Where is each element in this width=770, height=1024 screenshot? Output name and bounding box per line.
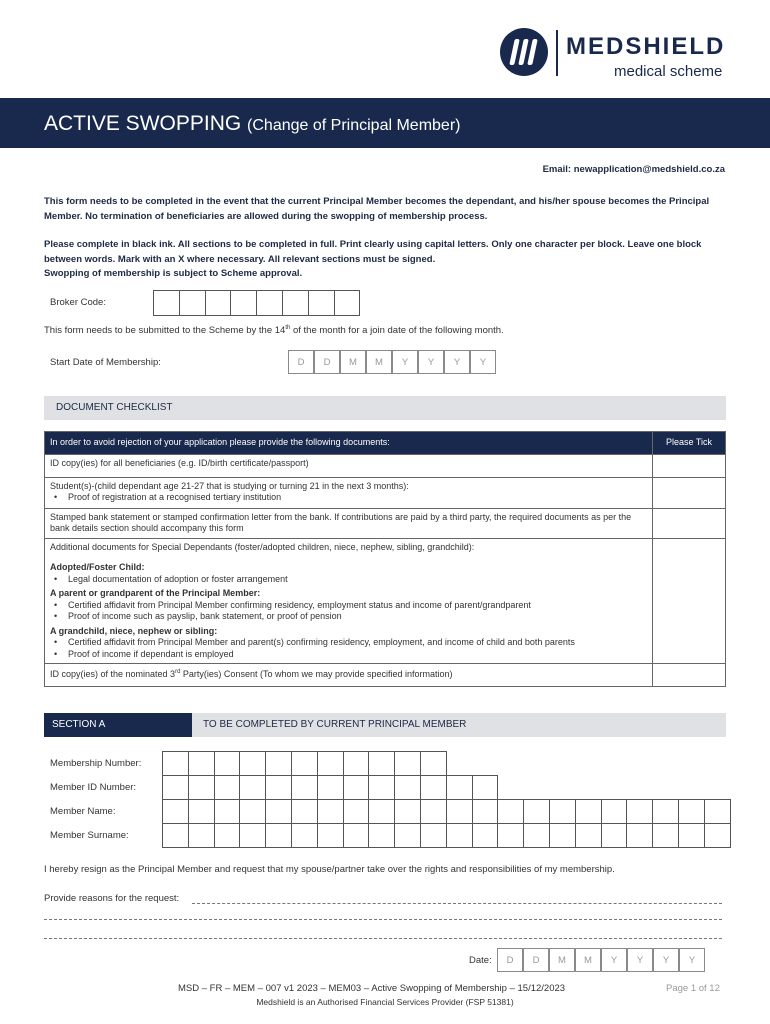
- logo-divider: [556, 30, 558, 76]
- tick-box[interactable]: [653, 454, 726, 477]
- character-block[interactable]: [214, 823, 241, 848]
- document-checklist-table: [44, 431, 726, 687]
- character-block[interactable]: [265, 799, 292, 824]
- character-block[interactable]: [188, 799, 215, 824]
- checklist-item: ID copy(ies) for all beneficiaries (e.g. ID/birth certificate/passport): [45, 454, 653, 477]
- character-block[interactable]: [334, 290, 361, 316]
- reasons-line-3[interactable]: [44, 938, 722, 939]
- tick-box[interactable]: [653, 477, 726, 508]
- character-block[interactable]: [420, 751, 447, 776]
- character-block[interactable]: [601, 823, 628, 848]
- character-block[interactable]: [239, 751, 266, 776]
- character-block[interactable]: [317, 823, 344, 848]
- character-block[interactable]: [162, 751, 189, 776]
- character-block[interactable]: [179, 290, 206, 316]
- character-block[interactable]: [626, 799, 653, 824]
- approval-note: Swopping of membership is subject to Scheme approval.: [44, 268, 303, 279]
- character-block[interactable]: [265, 775, 292, 800]
- date-block[interactable]: M: [575, 948, 601, 972]
- reasons-line-2[interactable]: [44, 919, 722, 920]
- date-block[interactable]: Y: [392, 350, 418, 374]
- page-title-main: ACTIVE SWOPPING: [44, 112, 242, 135]
- start-date-label: Start Date of Membership:: [50, 357, 161, 368]
- tick-box[interactable]: [653, 508, 726, 538]
- character-block[interactable]: [394, 799, 421, 824]
- section-a-title: TO BE COMPLETED BY CURRENT PRINCIPAL MEMBER: [203, 719, 467, 730]
- character-block[interactable]: [575, 823, 602, 848]
- character-block[interactable]: [188, 775, 215, 800]
- character-block[interactable]: [291, 775, 318, 800]
- checklist-header: In order to avoid rejection of your application please provide the following documents:: [45, 432, 653, 455]
- character-block[interactable]: [188, 823, 215, 848]
- page-title: [44, 112, 460, 136]
- character-block[interactable]: [652, 823, 679, 848]
- submit-note: This form needs to be submitted to the Scheme by the 14th of the month for a join date of the following month.: [44, 325, 504, 337]
- reasons-line-1[interactable]: [192, 903, 722, 904]
- character-block[interactable]: [472, 775, 499, 800]
- character-block[interactable]: [239, 775, 266, 800]
- character-block[interactable]: [368, 775, 395, 800]
- date-block[interactable]: Y: [653, 948, 679, 972]
- character-block[interactable]: [343, 751, 370, 776]
- character-block[interactable]: [239, 799, 266, 824]
- character-block[interactable]: [472, 799, 499, 824]
- table-row: [45, 454, 726, 477]
- date-block[interactable]: Y: [444, 350, 470, 374]
- character-block[interactable]: [497, 823, 524, 848]
- date-input[interactable]: [497, 948, 705, 972]
- character-block[interactable]: [678, 799, 705, 824]
- brand-subtitle: medical scheme: [614, 63, 723, 80]
- table-row: [45, 664, 726, 687]
- start-date-input[interactable]: [288, 350, 496, 374]
- character-block[interactable]: [282, 290, 309, 316]
- checklist-item: ID copy(ies) of the nominated 3rd Party(ies) Consent (To whom we may provide specified information): [45, 664, 653, 687]
- character-block[interactable]: [368, 751, 395, 776]
- page-title-sub: (Change of Principal Member): [247, 117, 461, 134]
- date-block[interactable]: Y: [470, 350, 496, 374]
- date-block[interactable]: Y: [601, 948, 627, 972]
- character-block[interactable]: [205, 290, 232, 316]
- date-block[interactable]: D: [523, 948, 549, 972]
- checklist-item: Student(s)-(child dependant age 21-27 that is studying or turning 21 in the next 3 months): • Proof of registration at a recognised tertiary institution: [45, 477, 653, 508]
- tick-box[interactable]: [653, 538, 726, 664]
- character-block[interactable]: [317, 799, 344, 824]
- member-surname-label: Member Surname:: [50, 830, 129, 841]
- character-block[interactable]: [420, 799, 447, 824]
- character-block[interactable]: [317, 775, 344, 800]
- character-block[interactable]: [523, 823, 550, 848]
- broker-code-label: Broker Code:: [50, 297, 106, 308]
- character-block[interactable]: [256, 290, 283, 316]
- footer-reference: MSD – FR – MEM – 007 v1 2023 – MEM03 – Active Swopping of Membership – 15/12/2023: [178, 983, 566, 994]
- character-block[interactable]: [575, 799, 602, 824]
- tick-box[interactable]: [653, 664, 726, 687]
- character-block[interactable]: [239, 823, 266, 848]
- brand-name: MEDSHIELD: [566, 33, 726, 60]
- contact-email: Email: newapplication@medshield.co.za: [542, 164, 725, 175]
- medshield-logo-icon: [500, 28, 548, 76]
- character-block[interactable]: [601, 799, 628, 824]
- intro-paragraph: This form needs to be completed in the event that the current Principal Member becomes the dependant, and his/her spouse becomes the Principal Member. No termination of beneficiaries are allowed during the swopping of membership process.: [44, 196, 710, 222]
- date-block[interactable]: D: [314, 350, 340, 374]
- character-block[interactable]: [291, 823, 318, 848]
- date-block[interactable]: Y: [627, 948, 653, 972]
- table-row: [45, 477, 726, 508]
- character-block[interactable]: [394, 823, 421, 848]
- character-block[interactable]: [214, 775, 241, 800]
- instructions-paragraph: Please complete in black ink. All sections to be completed in full. Print clearly using capital letters. Only one character per block. Leave one block between words. Mark with an X where necessary. All relevant sections must be signed.: [44, 239, 702, 265]
- character-block[interactable]: [162, 775, 189, 800]
- character-block[interactable]: [472, 823, 499, 848]
- character-block[interactable]: [394, 775, 421, 800]
- character-block[interactable]: [230, 290, 257, 316]
- character-block[interactable]: [343, 823, 370, 848]
- character-block[interactable]: [497, 799, 524, 824]
- character-block[interactable]: [265, 823, 292, 848]
- checklist-title: DOCUMENT CHECKLIST: [56, 402, 173, 413]
- character-block[interactable]: [446, 799, 473, 824]
- character-block[interactable]: [652, 799, 679, 824]
- page-number: Page 1 of 12: [666, 983, 720, 994]
- date-block[interactable]: M: [340, 350, 366, 374]
- character-block[interactable]: [291, 799, 318, 824]
- character-block[interactable]: [704, 823, 731, 848]
- date-label: Date:: [469, 955, 492, 966]
- character-block[interactable]: [343, 799, 370, 824]
- member-id-label: Member ID Number:: [50, 782, 137, 793]
- character-block[interactable]: [523, 799, 550, 824]
- character-block[interactable]: [678, 823, 705, 848]
- character-block[interactable]: [626, 823, 653, 848]
- table-row: [45, 538, 726, 664]
- character-block[interactable]: [317, 751, 344, 776]
- section-a-label: SECTION A: [52, 719, 106, 730]
- character-block[interactable]: [153, 290, 180, 316]
- character-block[interactable]: [265, 751, 292, 776]
- character-block[interactable]: [214, 799, 241, 824]
- checklist-item: Additional documents for Special Dependants (foster/adopted children, niece, nephew, sibling, grandchild): Adopted/Foster Child: • Legal documentation of adoption or foster arrangement A parent or grandparent of the Principal Member: • Certified affidavit from Principal Member confirming residency, employment status and income of parent/grandparent • Proof of income such as payslip, bank statement, or proof of pension A grandchild, niece, nephew or sibling: • Certified affidavit from Principal Member and parent(s) confirming residency, employment, and income of child and both parents • Proof of income if dependant is employed: [45, 538, 653, 664]
- character-block[interactable]: [446, 823, 473, 848]
- character-block[interactable]: [343, 775, 370, 800]
- character-block[interactable]: [420, 823, 447, 848]
- broker-code-input[interactable]: [153, 290, 361, 316]
- character-block[interactable]: [549, 799, 576, 824]
- character-block[interactable]: [162, 799, 189, 824]
- checklist-item: Stamped bank statement or stamped confirmation letter from the bank. If contributions are paid by a third party, the required documents as per the bank details section should accompany this form: [45, 508, 653, 538]
- character-block[interactable]: [162, 823, 189, 848]
- date-block[interactable]: Y: [418, 350, 444, 374]
- character-block[interactable]: [446, 775, 473, 800]
- character-block[interactable]: [291, 751, 318, 776]
- character-block[interactable]: [308, 290, 335, 316]
- date-block[interactable]: Y: [679, 948, 705, 972]
- table-row: [45, 508, 726, 538]
- character-block[interactable]: [214, 751, 241, 776]
- character-block[interactable]: [704, 799, 731, 824]
- character-block[interactable]: [420, 775, 447, 800]
- reasons-label: Provide reasons for the request:: [44, 893, 180, 904]
- date-block[interactable]: M: [366, 350, 392, 374]
- date-block[interactable]: D: [497, 948, 523, 972]
- tick-header: Please Tick: [653, 432, 726, 455]
- character-block[interactable]: [368, 799, 395, 824]
- character-block[interactable]: [394, 751, 421, 776]
- membership-number-label: Membership Number:: [50, 758, 142, 769]
- character-block[interactable]: [188, 751, 215, 776]
- character-block[interactable]: [368, 823, 395, 848]
- character-block[interactable]: [549, 823, 576, 848]
- footer-fsp: Medshield is an Authorised Financial Services Provider (FSP 51381): [256, 997, 514, 1007]
- resign-statement: I hereby resign as the Principal Member and request that my spouse/partner take over the rights and responsibilities of my membership.: [44, 864, 615, 875]
- date-block[interactable]: D: [288, 350, 314, 374]
- date-block[interactable]: M: [549, 948, 575, 972]
- member-name-label: Member Name:: [50, 806, 116, 817]
